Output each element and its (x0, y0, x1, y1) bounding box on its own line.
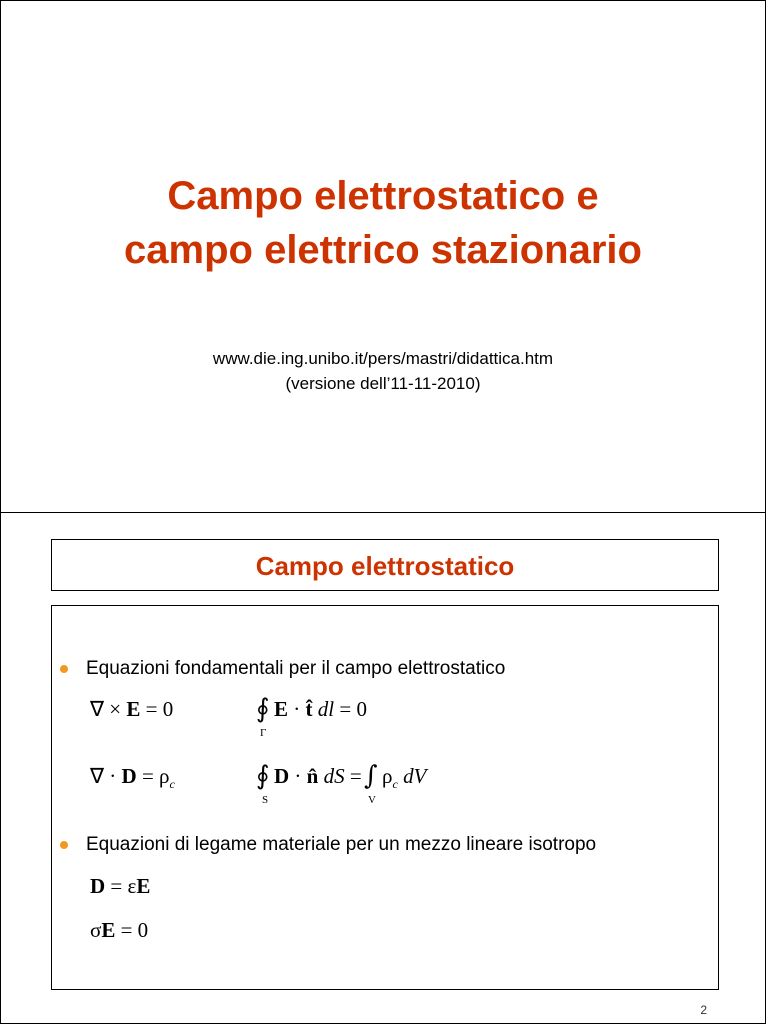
bullet-2-text: Equazioni di legame materiale per un mezzo lineare isotropo (86, 834, 597, 855)
surface-integral-icon: ∮ (256, 761, 270, 791)
bullet-1-text: Equazioni fondamentali per il campo elettrostatico (86, 658, 506, 679)
equation-surface-integral: D · n̂ dS = (274, 764, 362, 788)
equation-line-integral: E · t̂ dl = 0 (274, 697, 367, 721)
title-line-1: Campo elettrostatico e (167, 174, 599, 218)
equation-constitutive-1: D = εE (90, 874, 151, 898)
subscript-gamma: Γ (260, 727, 267, 739)
page-number: 2 (700, 1003, 707, 1017)
version-text: (versione dell’11-11-2010) (285, 374, 481, 393)
equation-constitutive-2: σE = 0 (90, 918, 149, 942)
slide-1-info (1, 346, 765, 396)
subscript-v: V (368, 794, 376, 806)
contour-integral-icon: ∮ (256, 694, 270, 724)
bullet-dot-icon (60, 841, 68, 849)
content-box (51, 605, 719, 990)
equation-volume-integral: $\rho_c$ dV (382, 764, 427, 792)
subscript-s: S (262, 794, 269, 806)
slide-1 (0, 0, 766, 513)
equation-curl: ∇ × E = 0 (90, 697, 174, 721)
url-text: www.die.ing.unibo.it/pers/mastri/didattica.htm (212, 349, 554, 368)
slide-2-title: Campo elettrostatico (255, 551, 515, 581)
bullet-dot-icon (60, 665, 68, 673)
slide-2-title-box (51, 539, 719, 591)
volume-integral-icon: ∫ (364, 761, 378, 791)
slide-1-title (1, 169, 765, 277)
title-line-2: campo elettrico stazionario (124, 228, 642, 272)
slide-2 (0, 512, 766, 1024)
equation-divergence: ∇ · $D = \rho_c$ (90, 764, 175, 792)
